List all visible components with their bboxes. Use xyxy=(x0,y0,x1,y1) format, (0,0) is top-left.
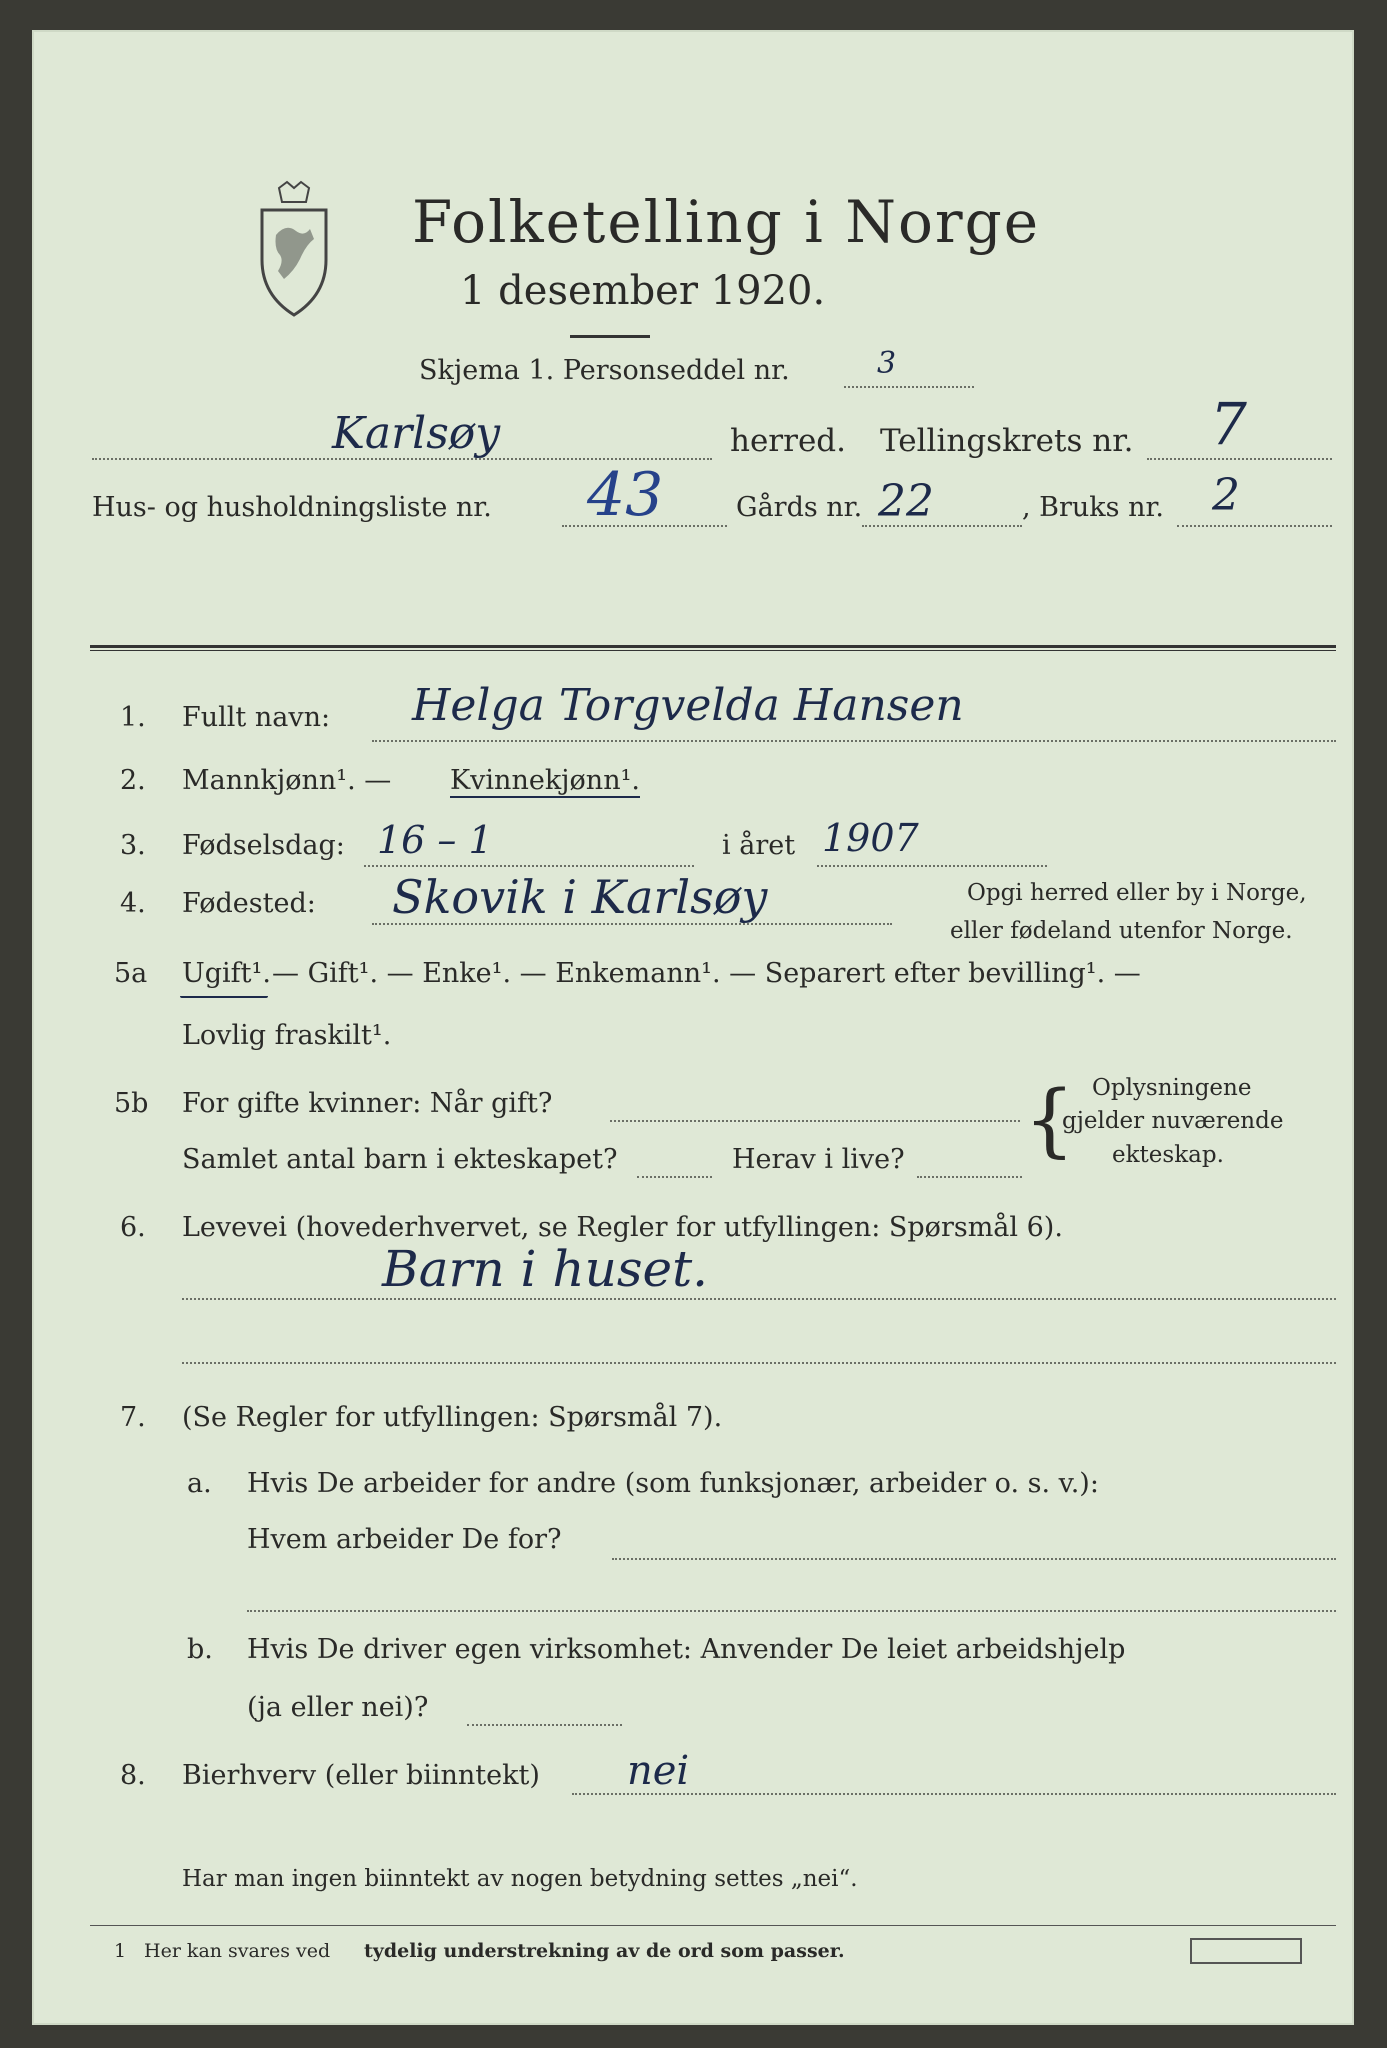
census-form xyxy=(32,30,1354,2025)
q5b-number: 5b xyxy=(114,1088,149,1119)
q5b-married-line xyxy=(610,1120,1020,1122)
bruks-label: , Bruks nr. xyxy=(1022,492,1165,523)
q6-line-2 xyxy=(182,1362,1336,1364)
q7a-line-2 xyxy=(247,1610,1336,1612)
q5a-option-divorced: Lovlig fraskilt¹. xyxy=(182,1020,392,1051)
footer-divider xyxy=(90,1925,1336,1926)
q5b-brace: { xyxy=(1024,1073,1075,1166)
q7b-letter: b. xyxy=(187,1634,213,1665)
gards-label: Gårds nr. xyxy=(736,492,863,523)
q4-note-line1: Opgi herred eller by i Norge, xyxy=(967,880,1307,906)
q3-number: 3. xyxy=(120,830,146,861)
q5b-children-line xyxy=(637,1176,712,1178)
q5a-options: — Gift¹. — Enke¹. — Enkemann¹. — Separert efter bevilling¹. — xyxy=(272,958,1141,989)
q4-value: Skovik i Karlsøy xyxy=(392,870,768,924)
q7b-label: (ja eller nei)? xyxy=(247,1692,429,1723)
q7a-line-1 xyxy=(612,1558,1336,1560)
q8-label: Bierhverv (eller biinntekt) xyxy=(182,1760,540,1791)
printer-stamp xyxy=(1190,1938,1302,1964)
q3-value: 16 – 1 xyxy=(377,818,493,862)
census-date: 1 desember 1920. xyxy=(460,268,826,314)
q5b-note-line3: ekteskap. xyxy=(1112,1142,1224,1168)
hus-value: 43 xyxy=(587,460,664,530)
q5b-alive-label: Herav i live? xyxy=(732,1144,905,1175)
q6-value: Barn i huset. xyxy=(382,1240,709,1298)
q7b-text: Hvis De driver egen virksomhet: Anvender De leiet arbeidshjelp xyxy=(247,1634,1126,1665)
form-title: Folketelling i Norge xyxy=(412,188,1041,256)
q1-label: Fullt navn: xyxy=(182,702,331,733)
q6-line-1 xyxy=(182,1298,1336,1300)
note-text: Har man ingen biinntekt av nogen betydning settes „nei“. xyxy=(182,1866,858,1892)
q1-value: Helga Torgvelda Hansen xyxy=(412,680,964,731)
hus-label: Hus- og husholdningsliste nr. xyxy=(92,492,492,523)
title-divider xyxy=(570,335,650,338)
footnote-number: 1 xyxy=(114,1940,127,1962)
herred-value: Karlsøy xyxy=(332,408,501,459)
q5a-number: 5a xyxy=(114,958,148,989)
q5b-alive-line xyxy=(917,1176,1022,1178)
schema-label: Skjema 1. Personseddel nr. xyxy=(419,355,790,386)
tellingskrets-label: Tellingskrets nr. xyxy=(880,423,1134,459)
q2-option-male: Mannkjønn¹. — xyxy=(182,765,392,796)
q5b-note-line2: gjelder nuværende xyxy=(1062,1108,1284,1134)
q8-number: 8. xyxy=(120,1760,146,1791)
q2-option-female: Kvinnekjønn¹. xyxy=(450,765,640,796)
q7b-line xyxy=(467,1724,622,1726)
q7-label: (Se Regler for utfyllingen: Spørsmål 7). xyxy=(182,1402,723,1433)
personseddel-number: 3 xyxy=(877,346,897,381)
q7a-letter: a. xyxy=(187,1468,212,1499)
q7-number: 7. xyxy=(120,1402,146,1433)
q4-number: 4. xyxy=(120,888,146,919)
q4-label: Fødested: xyxy=(182,888,316,919)
section-divider-thin xyxy=(90,650,1336,651)
herred-label: herred. xyxy=(730,423,846,459)
coat-of-arms-icon xyxy=(244,180,344,320)
q3-date-line xyxy=(364,865,694,867)
q3-label: Fødselsdag: xyxy=(182,830,345,861)
q3-year-label: i året xyxy=(722,830,796,861)
q5b-children-label: Samlet antal barn i ekteskapet? xyxy=(182,1144,618,1175)
q3-year-value: 1907 xyxy=(822,816,919,860)
q7a-text: Hvis De arbeider for andre (som funksjonær, arbeider o. s. v.): xyxy=(247,1468,1099,1499)
q2-number: 2. xyxy=(120,765,146,796)
q1-number: 1. xyxy=(120,702,146,733)
q5b-note-line1: Oplysningene xyxy=(1092,1075,1252,1101)
q3-year-line xyxy=(817,865,1047,867)
q5a-underline xyxy=(180,996,268,998)
footnote-text: Her kan svares ved xyxy=(144,1940,331,1962)
gards-value: 22 xyxy=(878,476,934,527)
bruks-line xyxy=(1177,525,1332,527)
q5b-married-label: For gifte kvinner: Når gift? xyxy=(182,1088,553,1119)
footnote-bold-text: tydelig understrekning av de ord som passer. xyxy=(364,1940,845,1962)
q8-value: nei xyxy=(627,1748,690,1794)
q4-note-line2: eller fødeland utenfor Norge. xyxy=(950,918,1293,944)
q5a-option-unmarried: Ugift¹. xyxy=(182,958,271,989)
tellingskrets-line xyxy=(1147,458,1332,460)
q1-line xyxy=(372,740,1336,742)
q6-label: Levevei (hovederhvervet, se Regler for utfyllingen: Spørsmål 6). xyxy=(182,1212,1063,1243)
personseddel-line xyxy=(844,386,974,388)
section-divider xyxy=(90,645,1336,648)
tellingskrets-value: 7 xyxy=(1210,390,1247,458)
bruks-value: 2 xyxy=(1212,470,1240,521)
q6-number: 6. xyxy=(120,1212,146,1243)
q7a-who-label: Hvem arbeider De for? xyxy=(247,1524,562,1555)
